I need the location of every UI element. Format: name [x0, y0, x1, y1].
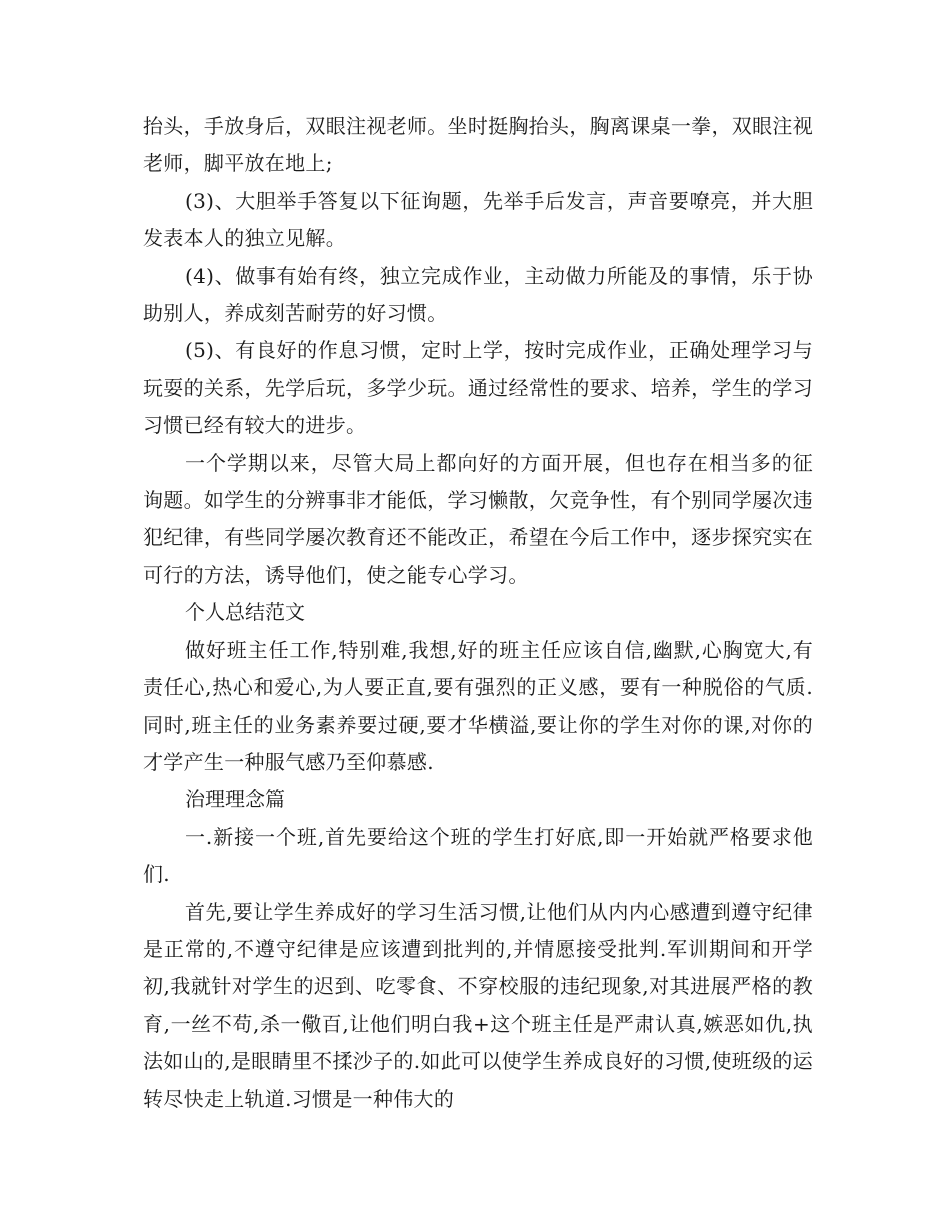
document-body: [143, 108, 813, 1118]
body-paragraph: 一.新接一个班,首先要给这个班的学生打好底,即一开始就严格要求他们.: [143, 824, 813, 887]
section-heading: 个人总结范文: [185, 600, 305, 625]
section-heading: 治理理念篇: [185, 787, 285, 812]
body-paragraph: 抬头，手放身后，双眼注视老师。坐时挺胸抬头，胸离课桌一拳，双眼注视老师，脚平放在地上;: [143, 114, 813, 176]
body-paragraph: (4)、做事有始有终，独立完成作业，主动做力所能及的事情，乐于协助别人，养成刻苦耐劳的好习惯。: [143, 263, 813, 326]
body-paragraph: 首先,要让学生养成好的学习生活习惯,让他们从内内心感遭到遵守纪律是正常的,不遵守纪律是应该遭到批判的,并情愿接受批判.军训期间和开学初,我就针对学生的迟到、吃零食、不穿校服的违纪现象,对其进展严格的教育,一丝不苟,杀一儆百,让他们明白我+这个班主任是严肃认真,嫉恶如仇,执法如山的,是眼睛里不揉沙子的.如此可以使学生养成良好的习惯,使班级的运转尽快走上轨道.习惯是一种伟大的: [143, 899, 813, 1111]
body-paragraph: 一个学期以来，尽管大局上都向好的方面开展，但也存在相当多的征询题。如学生的分辨事非才能低，学习懒散，欠竞争性，有个别同学屡次违犯纪律，有些同学屡次教育还不能改正，希望在今后工作中，逐步探究实在可行的方法，诱导他们，使之能专心学习。: [143, 450, 813, 587]
body-paragraph: (5)、有良好的作息习惯，定时上学，按时完成作业，正确处理学习与玩耍的关系，先学后玩，多学少玩。通过经常性的要求、培养，学生的学习习惯已经有较大的进步。: [143, 338, 813, 438]
body-paragraph: 做好班主任工作,特别难,我想,好的班主任应该自信,幽默,心胸宽大,有责任心,热心和爱心,为人要正直,要有强烈的正义感，要有一种脱俗的气质.同时,班主任的业务素养要过硬,要才华横溢,要让你的学生对你的课,对你的才学产生一种服气感乃至仰慕感.: [143, 637, 813, 774]
body-paragraph: (3)、大胆举手答复以下征询题，先举手后发言，声音要嘹亮，并大胆发表本人的独立见解。: [143, 188, 813, 251]
